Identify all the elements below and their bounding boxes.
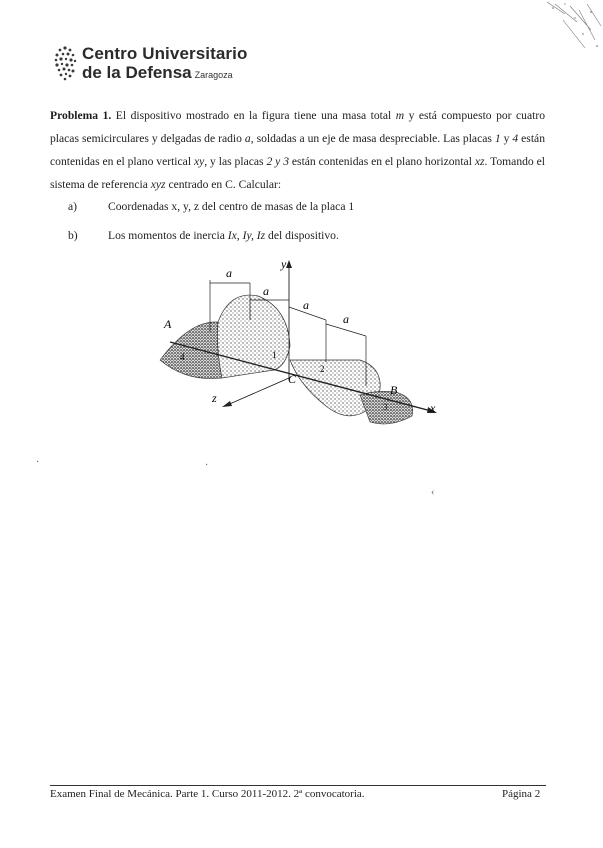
mass-symbol: m	[395, 109, 405, 122]
problem-text-and: y	[500, 132, 513, 145]
problem-title: Problema 1.	[50, 109, 112, 122]
dim-label-3: a	[303, 298, 309, 312]
item-a-text: Coordenadas x, y, z del centro de masas de la placa 1	[108, 200, 355, 213]
plane-xz: xz	[474, 155, 485, 168]
logo-text-line1: Centro Universitario	[82, 44, 248, 63]
item-b-text-pre: Los momentos de inercia	[108, 229, 228, 242]
axis-label-y: y	[281, 257, 287, 271]
item-a-label: a)	[68, 200, 78, 213]
item-b	[68, 229, 339, 242]
item-a	[68, 200, 354, 213]
plates-2-3-ref: 2 y 3	[266, 155, 289, 168]
item-b-label: b)	[68, 229, 78, 242]
scan-artifact-corner	[535, 0, 603, 60]
point-label-a: A	[164, 317, 172, 331]
logo-text-line2	[82, 63, 233, 83]
dim-label-1: a	[226, 266, 232, 280]
plane-xy: xy	[193, 155, 205, 168]
logo-text-line2-main: de la Defensa	[82, 63, 192, 82]
item-b-text-post: del dispositivo.	[265, 229, 339, 242]
footer-exam-title: Examen Final de Mecánica. Parte 1. Curso 2011-2012. 2ª convocatoria.	[50, 788, 365, 800]
y-axis-arrow-icon	[286, 260, 292, 268]
problem-text-1: El dispositivo mostrado en la figura tiene una masa total	[111, 109, 396, 122]
inertia-symbols: Ix, Iy, Iz	[227, 229, 266, 242]
problem-text-8: centrado en C. Calcular:	[165, 178, 282, 191]
device-figure	[150, 250, 450, 460]
plate-4-ref: 4	[512, 132, 519, 145]
problem-text-3: , soldadas a un eje de masa despreciable. Las placas	[250, 132, 495, 145]
logo-city: Zaragoza	[194, 70, 233, 80]
problem-statement	[50, 104, 545, 196]
axis-label-z: z	[212, 391, 217, 405]
problem-text-5: , y las placas	[204, 155, 267, 168]
problem-text-2: y está compuesto por cuatro placas semicirculares y delgadas de radio	[50, 109, 545, 145]
axis-label-x: x	[430, 401, 436, 415]
problem-text-4: están contenidas en el plano vertical	[50, 132, 545, 168]
scan-speck: ·	[36, 457, 40, 468]
radius-symbol: a	[244, 132, 251, 145]
problem-text-6: están contenidas en el plano horizontal	[289, 155, 475, 168]
footer-page-number: Página 2	[502, 788, 541, 800]
z-axis-line	[225, 378, 289, 406]
point-label-c: C	[288, 372, 297, 386]
scan-speck: ‹	[431, 487, 435, 498]
dim-label-2: a	[263, 284, 269, 298]
plate-label-1: 1	[272, 350, 277, 360]
plate-1-shape	[218, 295, 291, 378]
dim-label-4: a	[343, 312, 349, 326]
university-logo	[52, 44, 248, 86]
plate-1-ref: 1	[494, 132, 501, 145]
z-axis-arrow-icon	[222, 401, 232, 407]
frame-xyz: xyz	[150, 178, 166, 191]
scan-speck: ·	[205, 460, 209, 471]
footer-divider	[50, 785, 546, 786]
point-label-b: B	[390, 383, 398, 397]
plate-label-4: 4	[180, 352, 185, 362]
plate-label-3: 3	[383, 402, 388, 412]
plate-label-2: 2	[320, 364, 325, 374]
problem-text-7: . Tomando el sistema de referencia	[50, 155, 545, 191]
logo-mark-icon	[52, 44, 78, 82]
